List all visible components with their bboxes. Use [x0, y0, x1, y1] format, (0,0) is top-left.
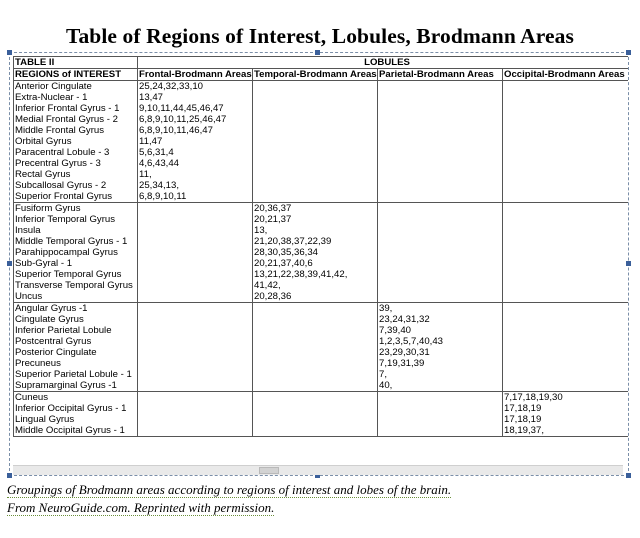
table-row	[14, 325, 629, 336]
empty-cell[interactable]	[378, 414, 503, 425]
region-cell[interactable]: Precuneus	[14, 358, 138, 369]
empty-cell[interactable]	[253, 358, 378, 369]
empty-cell[interactable]	[378, 169, 503, 180]
empty-cell[interactable]	[378, 280, 503, 291]
frontal-areas-cell[interactable]: 25,34,13,	[138, 180, 253, 191]
region-cell[interactable]: Inferior Temporal Gyrus	[14, 214, 138, 225]
empty-cell[interactable]	[378, 147, 503, 158]
empty-cell[interactable]	[503, 280, 629, 291]
empty-cell[interactable]	[503, 103, 629, 114]
empty-cell[interactable]	[378, 103, 503, 114]
empty-cell[interactable]	[253, 336, 378, 347]
header-parietal: Parietal-Brodmann Areas	[378, 69, 503, 81]
empty-cell[interactable]	[253, 191, 378, 203]
empty-cell[interactable]	[138, 392, 253, 404]
empty-cell[interactable]	[378, 136, 503, 147]
empty-cell[interactable]	[138, 336, 253, 347]
empty-cell[interactable]	[138, 258, 253, 269]
empty-cell[interactable]	[378, 125, 503, 136]
table-row	[14, 358, 629, 369]
frontal-areas-cell[interactable]: 6,8,9,10,11,25,46,47	[138, 114, 253, 125]
empty-cell[interactable]	[378, 258, 503, 269]
empty-cell[interactable]	[503, 325, 629, 336]
empty-cell[interactable]	[378, 92, 503, 103]
empty-cell[interactable]	[503, 125, 629, 136]
table-row	[14, 258, 629, 269]
empty-cell[interactable]	[503, 180, 629, 191]
parietal-areas-cell[interactable]: 23,29,30,31	[378, 347, 503, 358]
empty-cell[interactable]	[503, 314, 629, 325]
empty-cell[interactable]	[253, 347, 378, 358]
table-row	[14, 203, 629, 215]
header-frontal: Frontal-Brodmann Areas	[139, 69, 252, 80]
region-cell[interactable]: Lingual Gyrus	[14, 414, 138, 425]
empty-cell[interactable]	[503, 225, 629, 236]
empty-cell[interactable]	[138, 291, 253, 303]
table-row	[14, 291, 629, 303]
temporal-areas-cell[interactable]: 41,42,	[253, 280, 378, 291]
parietal-areas-cell[interactable]: 40,	[378, 380, 503, 392]
empty-cell[interactable]	[253, 114, 378, 125]
table-row	[14, 414, 629, 425]
region-cell[interactable]: Inferior Parietal Lobule	[14, 325, 138, 336]
table-row	[14, 147, 629, 158]
empty-cell[interactable]	[503, 158, 629, 169]
table-row	[14, 314, 629, 325]
page-title: Table of Regions of Interest, Lobules, Brodmann Areas	[65, 24, 575, 48]
region-cell[interactable]: Paracentral Lobule - 3	[14, 147, 138, 158]
region-cell[interactable]: Superior Temporal Gyrus	[14, 269, 138, 280]
empty-cell[interactable]	[503, 236, 629, 247]
empty-cell[interactable]	[138, 236, 253, 247]
empty-cell[interactable]	[138, 303, 253, 315]
header-occipital: Occipital-Brodmann Areas	[503, 69, 629, 81]
table-row	[14, 81, 629, 93]
label-row	[14, 57, 629, 69]
table-row	[14, 269, 629, 280]
temporal-areas-cell[interactable]: 20,36,37	[253, 203, 378, 215]
resize-handle-top-left[interactable]	[7, 50, 12, 55]
empty-cell[interactable]	[138, 325, 253, 336]
figure-caption	[7, 481, 451, 517]
header-temporal: Temporal-Brodmann Areas	[254, 69, 377, 80]
empty-cell[interactable]	[503, 258, 629, 269]
region-cell[interactable]: Superior Parietal Lobule - 1	[14, 369, 138, 380]
empty-cell[interactable]	[503, 92, 629, 103]
region-cell[interactable]: Angular Gyrus -1	[14, 303, 138, 315]
empty-cell[interactable]	[253, 103, 378, 114]
region-cell[interactable]: Insula	[14, 225, 138, 236]
empty-cell[interactable]	[503, 203, 629, 215]
occipital-areas-cell[interactable]: 17,18,19	[503, 403, 629, 414]
empty-cell[interactable]	[253, 425, 378, 437]
region-cell[interactable]: Transverse Temporal Gyrus	[14, 280, 138, 291]
table-row	[14, 247, 629, 258]
region-cell[interactable]: Cuneus	[14, 392, 138, 404]
parietal-areas-cell[interactable]: 7,19,31,39	[378, 358, 503, 369]
empty-cell[interactable]	[503, 291, 629, 303]
empty-cell[interactable]	[253, 125, 378, 136]
empty-cell[interactable]	[378, 392, 503, 404]
region-cell[interactable]: Fusiform Gyrus	[14, 203, 138, 215]
frontal-areas-cell[interactable]: 9,10,11,44,45,46,47	[138, 103, 253, 114]
empty-cell[interactable]	[503, 81, 629, 93]
region-cell[interactable]: Medial Frontal Gyrus - 2	[14, 114, 138, 125]
table-row	[14, 136, 629, 147]
empty-cell[interactable]	[138, 425, 253, 437]
temporal-areas-cell[interactable]: 20,21,37	[253, 214, 378, 225]
parietal-areas-cell[interactable]: 23,24,31,32	[378, 314, 503, 325]
empty-cell[interactable]	[378, 214, 503, 225]
region-cell[interactable]: Superior Frontal Gyrus	[14, 191, 138, 203]
resize-handle-middle-left[interactable]	[7, 261, 12, 266]
caption-line-2: From NeuroGuide.com. Reprinted with permission.	[7, 500, 275, 515]
resize-handle-bottom-right[interactable]	[626, 473, 631, 478]
region-cell[interactable]: Cingulate Gyrus	[14, 314, 138, 325]
empty-cell[interactable]	[503, 269, 629, 280]
frontal-areas-cell[interactable]: 11,47	[138, 136, 253, 147]
region-cell[interactable]: Parahippocampal Gyrus	[14, 247, 138, 258]
empty-cell[interactable]	[378, 403, 503, 414]
empty-cell[interactable]	[378, 225, 503, 236]
empty-cell[interactable]	[138, 280, 253, 291]
empty-cell[interactable]	[378, 247, 503, 258]
empty-cell[interactable]	[378, 425, 503, 437]
empty-cell[interactable]	[138, 269, 253, 280]
empty-cell[interactable]	[138, 414, 253, 425]
empty-cell[interactable]	[138, 214, 253, 225]
resize-handle-top-middle[interactable]	[315, 50, 320, 55]
caption-line-1: Groupings of Brodmann areas according to regions of interest and lobes of the brain.	[7, 482, 452, 497]
horizontal-scrollbar[interactable]	[13, 465, 623, 475]
occipital-areas-cell[interactable]: 17,18,19	[503, 414, 629, 425]
table-row	[14, 180, 629, 191]
region-cell[interactable]: Middle Temporal Gyrus - 1	[14, 236, 138, 247]
table-row	[14, 125, 629, 136]
brodmann-table	[13, 56, 628, 437]
frontal-areas-cell[interactable]: 6,8,9,10,11	[138, 191, 253, 203]
empty-cell[interactable]	[503, 347, 629, 358]
empty-cell[interactable]	[138, 225, 253, 236]
empty-cell[interactable]	[503, 369, 629, 380]
temporal-areas-cell[interactable]: 13,21,22,38,39,41,42,	[253, 269, 378, 280]
empty-cell[interactable]	[378, 114, 503, 125]
region-cell[interactable]: Middle Occipital Gyrus - 1	[14, 425, 138, 437]
region-cell[interactable]: Posterior Cingulate	[14, 347, 138, 358]
frontal-areas-cell[interactable]: 11,	[138, 169, 253, 180]
region-cell[interactable]: Middle Frontal Gyrus	[14, 125, 138, 136]
table-row	[14, 392, 629, 404]
empty-cell[interactable]	[503, 191, 629, 203]
frontal-areas-cell[interactable]: 6,8,9,10,11,46,47	[138, 125, 253, 136]
frontal-areas-cell[interactable]: 13,47	[138, 92, 253, 103]
empty-cell[interactable]	[503, 336, 629, 347]
empty-cell[interactable]	[503, 214, 629, 225]
empty-cell[interactable]	[378, 269, 503, 280]
region-cell[interactable]: Inferior Occipital Gyrus - 1	[14, 403, 138, 414]
empty-cell[interactable]	[253, 403, 378, 414]
frontal-areas-cell[interactable]: 4,6,43,44	[138, 158, 253, 169]
empty-cell[interactable]	[253, 314, 378, 325]
empty-cell[interactable]	[253, 169, 378, 180]
empty-cell[interactable]	[503, 136, 629, 147]
lobules-header: LOBULES	[138, 57, 629, 69]
empty-cell[interactable]	[138, 347, 253, 358]
parietal-areas-cell[interactable]: 39,	[378, 303, 503, 315]
table-row	[14, 214, 629, 225]
header-regions: REGIONS of INTEREST	[14, 69, 138, 81]
table-row	[14, 169, 629, 180]
column-header-row	[14, 69, 629, 81]
region-cell[interactable]: Extra-Nuclear - 1	[14, 92, 138, 103]
empty-cell[interactable]	[503, 147, 629, 158]
empty-cell[interactable]	[138, 314, 253, 325]
table-row	[14, 158, 629, 169]
empty-cell[interactable]	[378, 236, 503, 247]
empty-cell[interactable]	[253, 392, 378, 404]
empty-cell[interactable]	[253, 158, 378, 169]
frontal-areas-cell[interactable]: 5,6,31,4	[138, 147, 253, 158]
spreadsheet-area[interactable]	[13, 56, 628, 462]
table-row	[14, 92, 629, 103]
region-cell[interactable]: Postcentral Gyrus	[14, 336, 138, 347]
empty-cell[interactable]	[378, 291, 503, 303]
empty-cell[interactable]	[503, 358, 629, 369]
region-cell[interactable]: Precentral Gyrus - 3	[14, 158, 138, 169]
empty-cell[interactable]	[503, 169, 629, 180]
occipital-areas-cell[interactable]: 7,17,18,19,30	[503, 392, 629, 404]
table-row	[14, 369, 629, 380]
empty-cell[interactable]	[378, 203, 503, 215]
table-row	[14, 103, 629, 114]
table-row	[14, 191, 629, 203]
table-row	[14, 336, 629, 347]
temporal-areas-cell[interactable]: 21,20,38,37,22,39	[253, 236, 378, 247]
empty-cell[interactable]	[503, 114, 629, 125]
table-row	[14, 280, 629, 291]
empty-cell[interactable]	[253, 147, 378, 158]
table-row	[14, 236, 629, 247]
table-row	[14, 303, 629, 315]
region-cell[interactable]: Uncus	[14, 291, 138, 303]
table-row	[14, 347, 629, 358]
region-cell[interactable]: Anterior Cingulate	[14, 81, 138, 93]
empty-cell[interactable]	[503, 303, 629, 315]
empty-cell[interactable]	[253, 414, 378, 425]
region-cell[interactable]: Subcallosal Gyrus - 2	[14, 180, 138, 191]
temporal-areas-cell[interactable]: 28,30,35,36,34	[253, 247, 378, 258]
table-row	[14, 380, 629, 392]
resize-handle-top-right[interactable]	[626, 50, 631, 55]
table-row	[14, 425, 629, 437]
region-cell[interactable]: Orbital Gyrus	[14, 136, 138, 147]
empty-cell[interactable]	[378, 81, 503, 93]
empty-cell[interactable]	[253, 136, 378, 147]
empty-cell[interactable]	[138, 358, 253, 369]
table-row	[14, 403, 629, 414]
empty-cell[interactable]	[378, 191, 503, 203]
empty-cell[interactable]	[378, 158, 503, 169]
frontal-areas-cell[interactable]: 25,24,32,33,10	[138, 81, 253, 93]
empty-cell[interactable]	[253, 303, 378, 315]
empty-cell[interactable]	[253, 92, 378, 103]
empty-cell[interactable]	[253, 369, 378, 380]
empty-cell[interactable]	[138, 247, 253, 258]
region-cell[interactable]: Supramarginal Gyrus -1	[14, 380, 138, 392]
table-row	[14, 114, 629, 125]
empty-cell[interactable]	[138, 203, 253, 215]
table-label: TABLE II	[14, 57, 138, 69]
empty-cell[interactable]	[138, 403, 253, 414]
empty-cell[interactable]	[378, 180, 503, 191]
empty-cell[interactable]	[138, 380, 253, 392]
parietal-areas-cell[interactable]: 1,2,3,5,7,40,43	[378, 336, 503, 347]
empty-cell[interactable]	[138, 369, 253, 380]
temporal-areas-cell[interactable]: 20,28,36	[253, 291, 378, 303]
region-cell[interactable]: Rectal Gyrus	[14, 169, 138, 180]
empty-cell[interactable]	[503, 247, 629, 258]
empty-cell[interactable]	[503, 380, 629, 392]
resize-handle-bottom-left[interactable]	[7, 473, 12, 478]
occipital-areas-cell[interactable]: 18,19,37,	[503, 425, 629, 437]
table-body	[14, 57, 629, 437]
region-cell[interactable]: Sub-Gyral - 1	[14, 258, 138, 269]
temporal-areas-cell[interactable]: 20,21,37,40,6	[253, 258, 378, 269]
empty-cell[interactable]	[253, 325, 378, 336]
region-cell[interactable]: Inferior Frontal Gyrus - 1	[14, 103, 138, 114]
temporal-areas-cell[interactable]: 13,	[253, 225, 378, 236]
empty-cell[interactable]	[253, 380, 378, 392]
empty-cell[interactable]	[253, 180, 378, 191]
parietal-areas-cell[interactable]: 7,39,40	[378, 325, 503, 336]
empty-cell[interactable]	[253, 81, 378, 93]
scrollbar-thumb[interactable]	[259, 467, 279, 474]
table-row	[14, 225, 629, 236]
parietal-areas-cell[interactable]: 7,	[378, 369, 503, 380]
